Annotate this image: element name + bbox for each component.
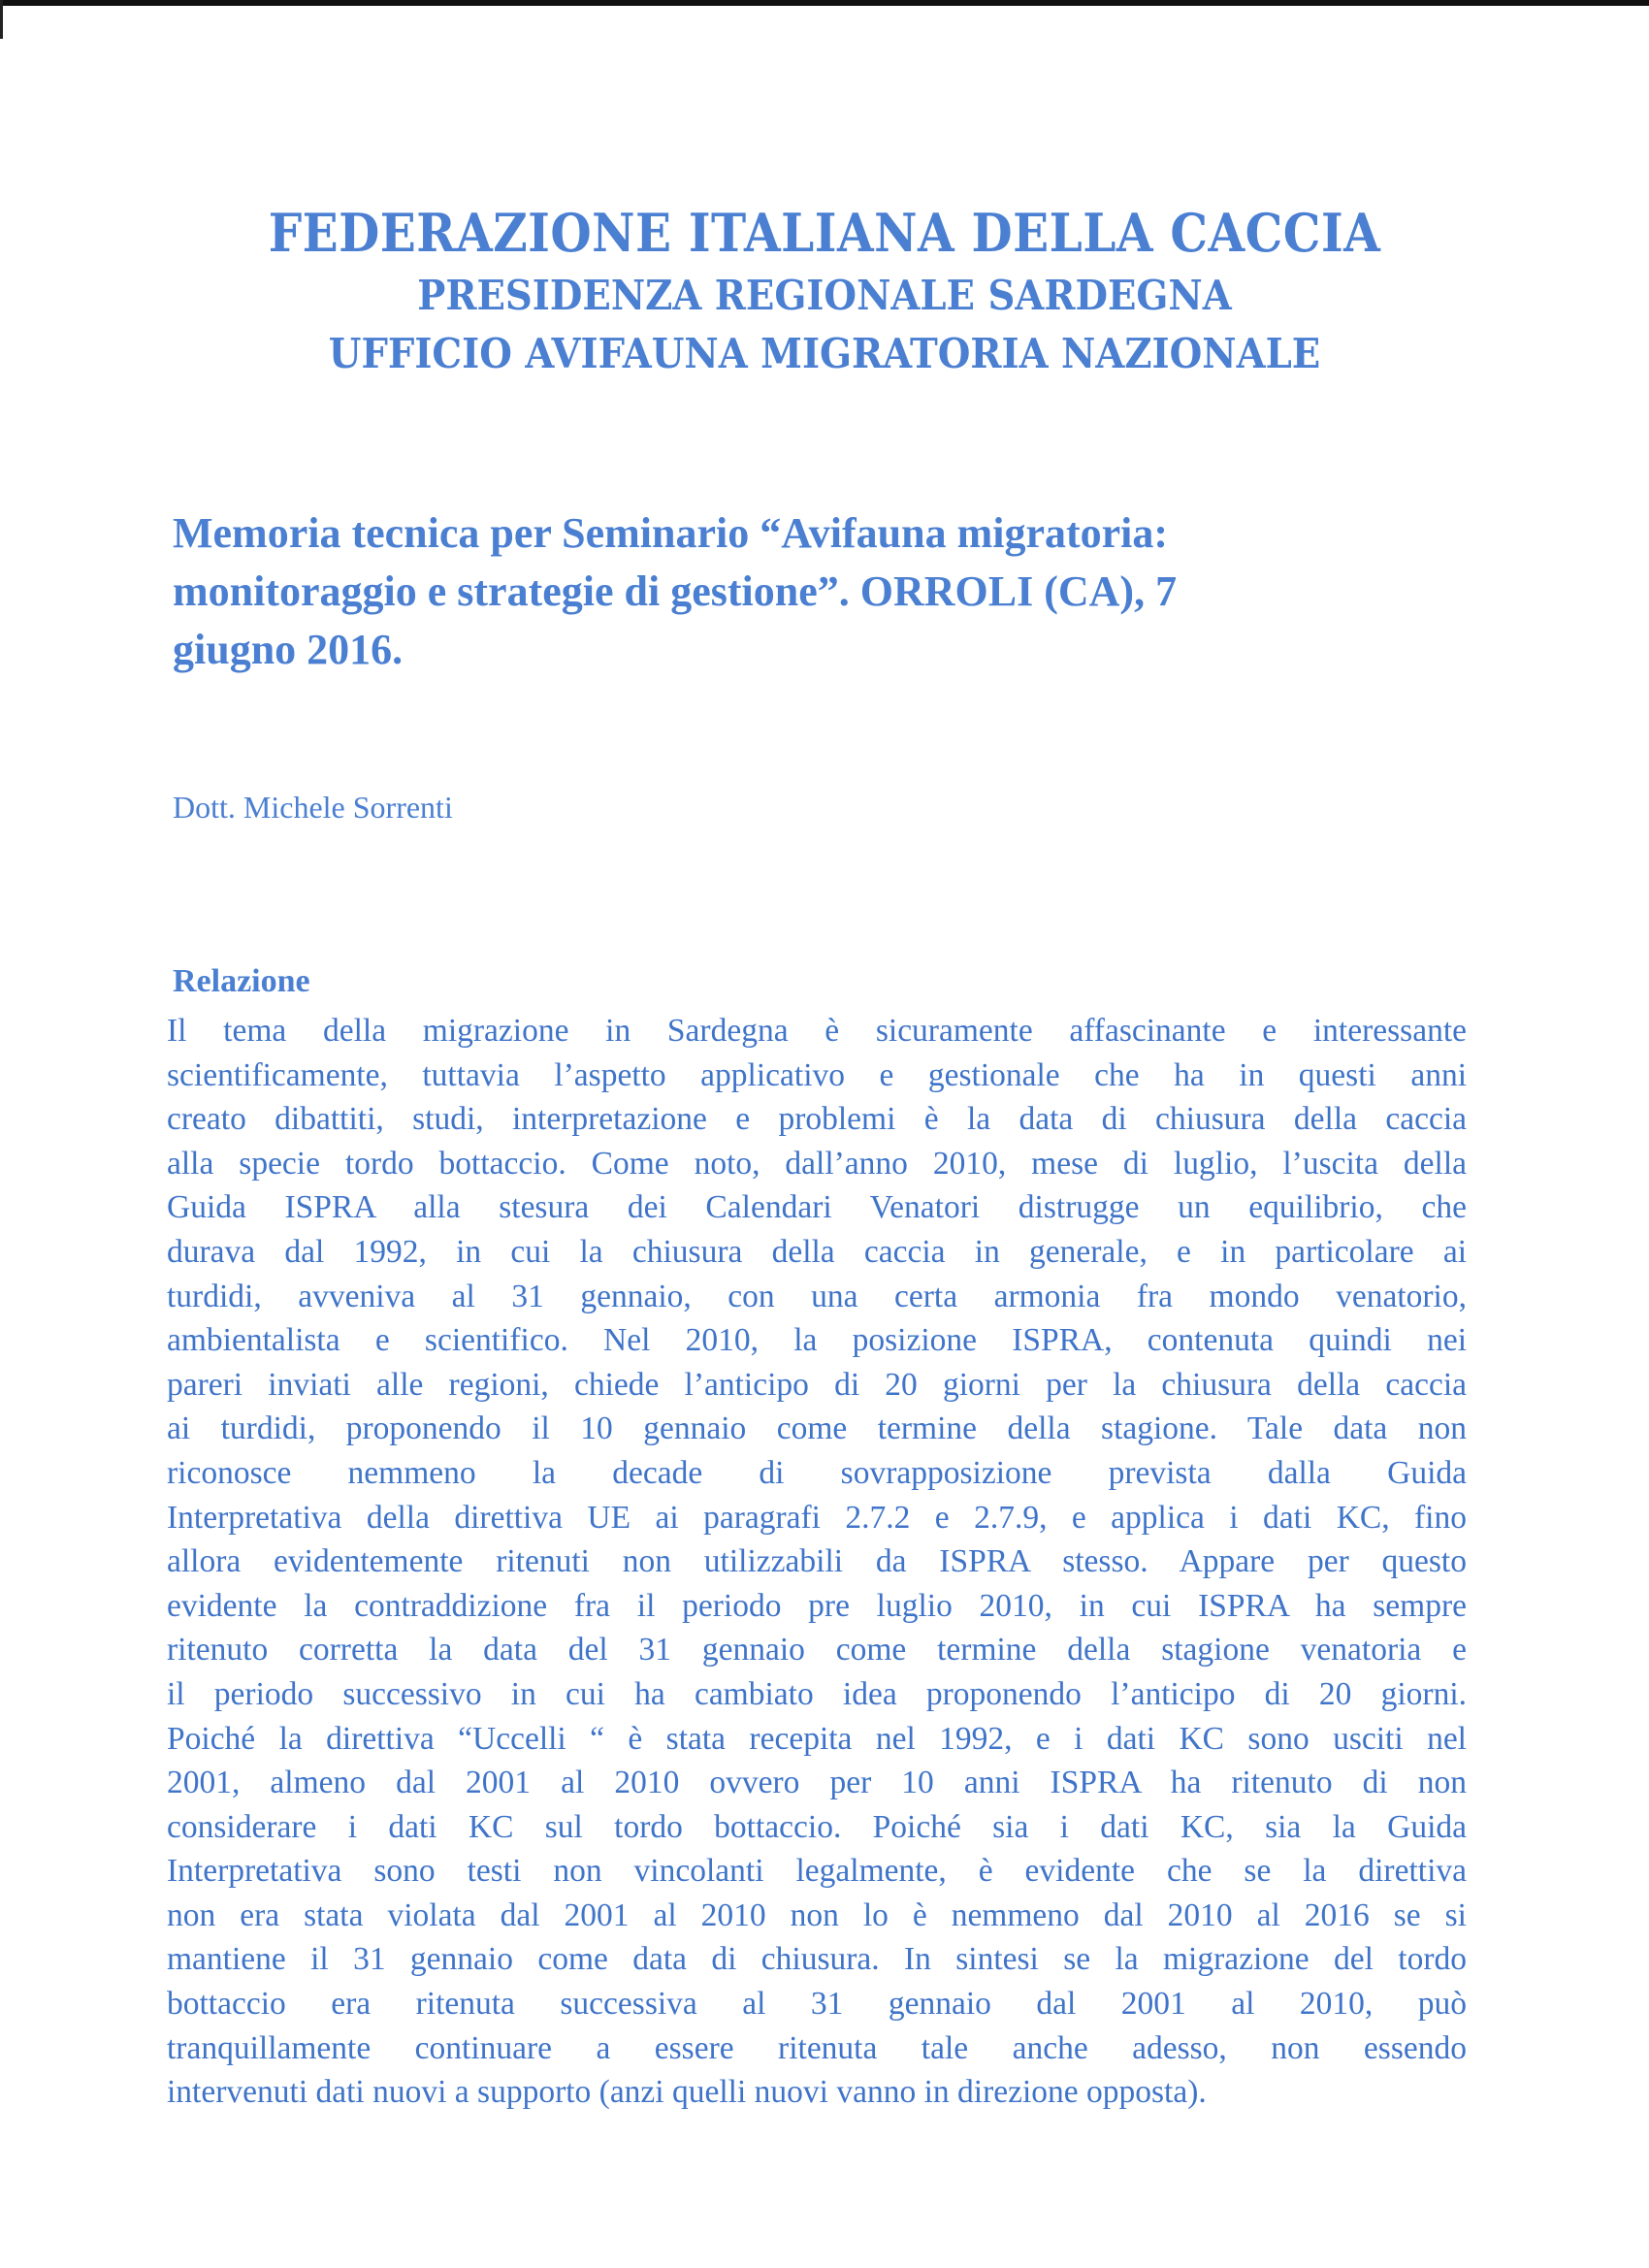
text-line: Interpretativa della direttiva UE ai paragrafi 2.7.2 e 2.7.9, e applica i dati KC, fino	[167, 1499, 1467, 1536]
text-line: creato dibattiti, studi, interpretazione e problemi è la data di chiusura della caccia	[167, 1101, 1467, 1138]
office-name: UFFICIO AVIFAUNA MIGRATORIA NAZIONALE	[328, 330, 1321, 377]
text-line: riconosce nemmeno la decade di sovrapposizione prevista dalla Guida	[167, 1454, 1467, 1491]
text-line: turdidi, avveniva al 31 gennaio, con una certa armonia fra mondo venatorio,	[167, 1278, 1467, 1314]
memo-title-line: monitoraggio e strategie di gestione”. ORROLI (CA), 7	[173, 567, 1178, 615]
text-line: evidente la contraddizione fra il periodo pre luglio 2010, in cui ISPRA ha sempre	[167, 1587, 1467, 1624]
text-line: durava dal 1992, in cui la chiusura della caccia in generale, e in particolare ai	[167, 1233, 1467, 1270]
text-line: pareri inviati alle regioni, chiede l’anticipo di 20 giorni per la chiusura della caccia	[167, 1366, 1467, 1403]
text-line: scientificamente, tuttavia l’aspetto applicativo e gestionale che ha in questi anni	[167, 1056, 1467, 1093]
text-line: 2001, almeno dal 2001 al 2010 ovvero per 10 anni ISPRA ha ritenuto di non	[167, 1765, 1467, 1801]
text-line: Il tema della migrazione in Sardegna è sicuramente affascinante e interessante	[167, 1013, 1467, 1049]
memo-title-line: Memoria tecnica per Seminario “Avifauna migratoria:	[173, 509, 1169, 557]
memo-title	[173, 504, 1414, 679]
text-line: tranquillamente continuare a essere ritenuta tale anche adesso, non essendo	[167, 2029, 1467, 2066]
memo-title-line: giugno 2016.	[173, 626, 404, 673]
text-line: intervenuti dati nuovi a supporto (anzi quelli nuovi vanno in direzione opposta).	[167, 2074, 1207, 2111]
text-line: Guida ISPRA alla stesura dei Calendari Venatori distrugge un equilibrio, che	[167, 1189, 1467, 1226]
text-line: ai turdidi, proponendo il 10 gennaio come termine della stagione. Tale data non	[167, 1410, 1467, 1447]
text-line: mantiene il 31 gennaio come data di chiusura. In sintesi se la migrazione del tordo	[167, 1941, 1467, 1978]
regional-presidency: PRESIDENZA REGIONALE SARDEGNA	[417, 272, 1232, 319]
text-line: Poiché la direttiva “Uccelli “ è stata recepita nel 1992, e i dati KC sono usciti nel	[167, 1720, 1467, 1757]
section-heading: Relazione	[173, 963, 310, 999]
text-line: il periodo successivo in cui ha cambiato idea proponendo l’anticipo di 20 giorni.	[167, 1675, 1467, 1712]
text-line: considerare i dati KC sul tordo bottaccio. Poiché sia i dati KC, sia la Guida	[167, 1808, 1467, 1845]
body-paragraph	[167, 1009, 1467, 2115]
text-line: non era stata violata dal 2001 al 2010 non lo è nemmeno dal 2010 al 2016 se si	[167, 1896, 1467, 1933]
text-line: Interpretativa sono testi non vincolanti legalmente, è evidente che se la direttiva	[167, 1853, 1467, 1890]
text-line: ambientalista e scientifico. Nel 2010, la posizione ISPRA, contenuta quindi nei	[167, 1322, 1467, 1359]
text-line: bottaccio era ritenuta successiva al 31 gennaio dal 2001 al 2010, può	[167, 1986, 1467, 2023]
text-line: alla specie tordo bottaccio. Come noto, dall’anno 2010, mese di luglio, l’uscita della	[167, 1145, 1467, 1182]
text-line: allora evidentemente ritenuti non utilizzabili da ISPRA stesso. Appare per questo	[167, 1543, 1467, 1580]
organization-name: FEDERAZIONE ITALIANA DELLA CACCIA	[268, 202, 1381, 264]
text-line: ritenuto corretta la data del 31 gennaio come termine della stagione venatoria e	[167, 1632, 1467, 1669]
author-name: Dott. Michele Sorrenti	[173, 790, 453, 825]
letterhead	[0, 199, 1649, 383]
